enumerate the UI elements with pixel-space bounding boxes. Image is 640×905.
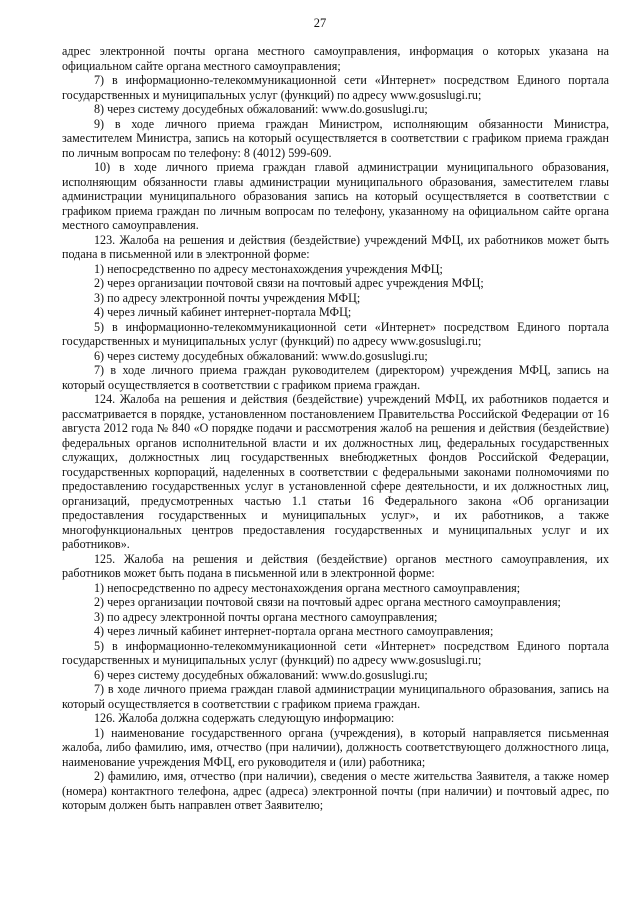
paragraph: 4) через личный кабинет интернет-портала органа местного самоуправления;: [94, 624, 494, 638]
paragraph: 2) через организации почтовой связи на почтовый адрес учреждения МФЦ;: [94, 276, 484, 290]
paragraph: 3) по адресу электронной почты органа местного самоуправления;: [94, 609, 438, 624]
paragraph: 3) по адресу электронной почты учреждения МФЦ;: [94, 290, 361, 305]
paragraph: 2) через организации почтовой связи на почтовый адрес органа местного самоуправления;: [94, 595, 561, 609]
paragraph: 5) в информационно-телекоммуникационной сети «Интернет» посредством Единого портала государственных и муниципальных услуг (функций) по адресу www.gosuslugi.ru;: [62, 638, 609, 667]
paragraph: 6) через систему досудебных обжалований: www.do.gosuslugi.ru;: [94, 667, 428, 682]
paragraph: 10) в ходе личного приема граждан главой администрации муниципального образования, исполняющим обязанности главы администрации муниципального образования, заместителем главы администрации муниципального образования запись на который осуществляется в соответствии с графиком приема граждан по личным вопросам по телефону, указанному на официальном сайте органа местного самоуправления.: [62, 160, 609, 232]
paragraph: 1) наименование государственного органа (учреждения), в который направляется письменная жалоба, либо фамилию, имя, отчество (при наличии), должность соответствующего должностного лица, наименование учреждения МФЦ, его руководителя и (или) работника;: [62, 725, 609, 769]
paragraph: 5) в информационно-телекоммуникационной сети «Интернет» посредством Единого портала государственных и муниципальных услуг (функций) по адресу www.gosuslugi.ru;: [62, 319, 609, 348]
paragraph: 9) в ходе личного приема граждан Министром, исполняющим обязанности Министра, заместителем Министра, запись на который осуществляется в соответствии с графиком приема граждан по личным вопросам по телефону: 8 (4012) 599-609.: [62, 116, 609, 160]
paragraph: 2) фамилию, имя, отчество (при наличии), сведения о месте жительства Заявителя, а также номер (номера) контактного телефона, адрес (адреса) электронной почты (при наличии) и почтовый адрес, по которым должен быть направлен ответ Заявителю;: [62, 769, 609, 812]
paragraph: 8) через систему досудебных обжалований: www.do.gosuslugi.ru;: [94, 102, 428, 116]
paragraph: 1) непосредственно по адресу местонахождения органа местного самоуправления;: [94, 580, 521, 595]
paragraph: 7) в ходе личного приема граждан главой администрации муниципального образования, запись на который осуществляется в соответствии с графиком приема граждан.: [62, 682, 609, 711]
document-body: [62, 44, 609, 813]
paragraph: 1) непосредственно по адресу местонахождения учреждения МФЦ;: [94, 261, 443, 276]
paragraph: 4) через личный кабинет интернет-портала МФЦ;: [94, 305, 352, 319]
paragraph: 6) через систему досудебных обжалований: www.do.gosuslugi.ru;: [94, 348, 428, 363]
page-number: 27: [313, 16, 327, 30]
paragraph: 7) в ходе личного приема граждан руководителем (директором) учреждения МФЦ, запись на который осуществляется в соответствии с графиком приема граждан.: [62, 363, 609, 392]
paragraph: 125. Жалоба на решения и действия (бездействие) органов местного самоуправления, их работников может быть подана в письменной или в электронной форме:: [62, 551, 609, 580]
paragraph: 126. Жалоба должна содержать следующую информацию:: [94, 711, 395, 725]
paragraph: 123. Жалоба на решения и действия (бездействие) учреждений МФЦ, их работников может быть подана в письменной или в электронной форме:: [62, 232, 609, 261]
paragraph: 7) в информационно-телекоммуникационной сети «Интернет» посредством Единого портала государственных и муниципальных услуг (функций) по адресу www.gosuslugi.ru;: [62, 73, 609, 102]
paragraph: 124. Жалоба на решения и действия (бездействие) учреждений МФЦ, их работников подается и рассматривается в порядке, установленном постановлением Правительства Российской Федерации от 16 августа 2012 года № 840 «О порядке подачи и рассмотрения жалоб на решения и действия (бездействие) федеральных органов исполнительной власти и их должностных лиц, федеральных государственных служащих, должностных лиц государственных внебюджетных фондов Российской Федерации, государственных корпораций, наделенных в соответствии с федеральными законами полномочиями по предоставлению государственных услуг в установленной сфере деятельности, и их должностных лиц, организаций, предусмотренных частью 1.1 статьи 16 Федерального закона «Об организации предоставления государственных и муниципальных услуг», и их работников, а также многофункциональных центров предоставления государственных и муниципальных услуг и их работников».: [62, 392, 609, 551]
paragraph: адрес электронной почты органа местного самоуправления, информация о которых указана на официальном сайте органа местного самоуправления;: [62, 44, 609, 73]
